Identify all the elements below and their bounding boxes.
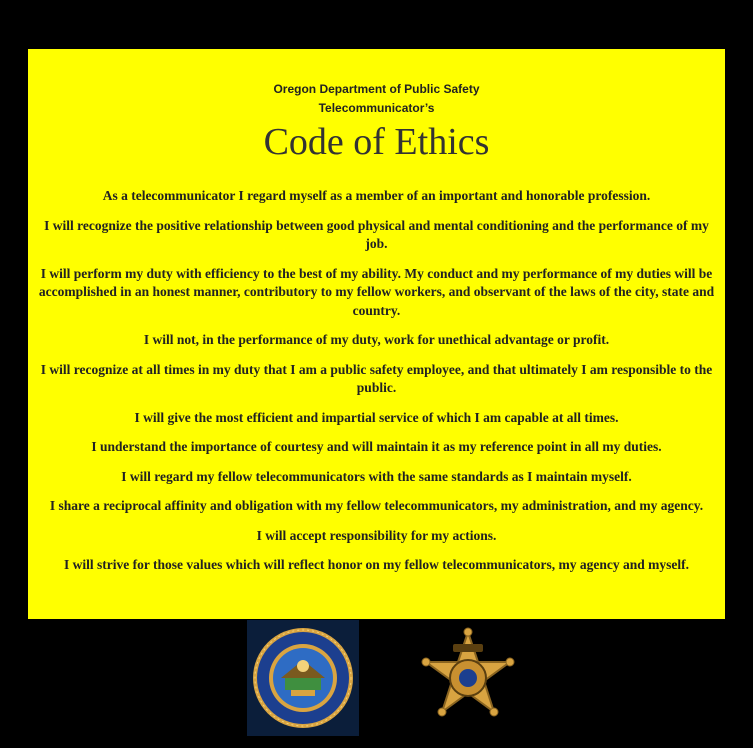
agency-name: Oregon Department of Public Safety xyxy=(273,82,480,96)
tenet-item: I will accept responsibility for my actions. xyxy=(256,527,497,543)
tenet-item: I will regard my fellow telecommunicators with the same standards as I maintain myself. xyxy=(121,468,632,484)
tenet-item: I will perform my duty with efficiency to the best of my ability. My conduct and my performance of my duties will be accomplished in an honest manner, contributory to my fellow workers, and observant of the laws of the city, state and country. xyxy=(38,265,715,318)
tenet-item: As a telecommunicator I regard myself as a member of an important and honorable profession. xyxy=(102,188,651,203)
code-of-ethics-panel xyxy=(28,49,725,619)
agency-logos xyxy=(0,620,753,738)
header-subtitle: Telecommunicator’s xyxy=(318,101,435,115)
tenet-item: I will recognize at all times in my duty that I am a public safety employee, and that ultimately I am responsible to the public. xyxy=(40,361,713,395)
tenet-item: I will strive for those values which will reflect honor on my fellow telecommunicators, my agency and myself. xyxy=(63,557,690,572)
dpsst-seal-logo xyxy=(247,620,359,736)
tenet-item: I will recognize the positive relationship between good physical and mental conditioning and the performance of my job. xyxy=(44,217,709,251)
tenets-list xyxy=(28,187,725,575)
tenet-item: I will not, in the performance of my duty, work for unethical advantage or profit. xyxy=(143,332,610,347)
page-title: Code of Ethics xyxy=(263,121,490,163)
tenet-item: I understand the importance of courtesy and will maintain it as my reference point in all my duties. xyxy=(91,439,662,454)
sheriff-badge-logo xyxy=(413,626,523,732)
tenet-item: I share a reciprocal affinity and obligation with my fellow telecommunicators, my administration, and my agency. xyxy=(49,498,704,513)
tenet-item: I will give the most efficient and impartial service of which I am capable at all times. xyxy=(134,409,619,425)
